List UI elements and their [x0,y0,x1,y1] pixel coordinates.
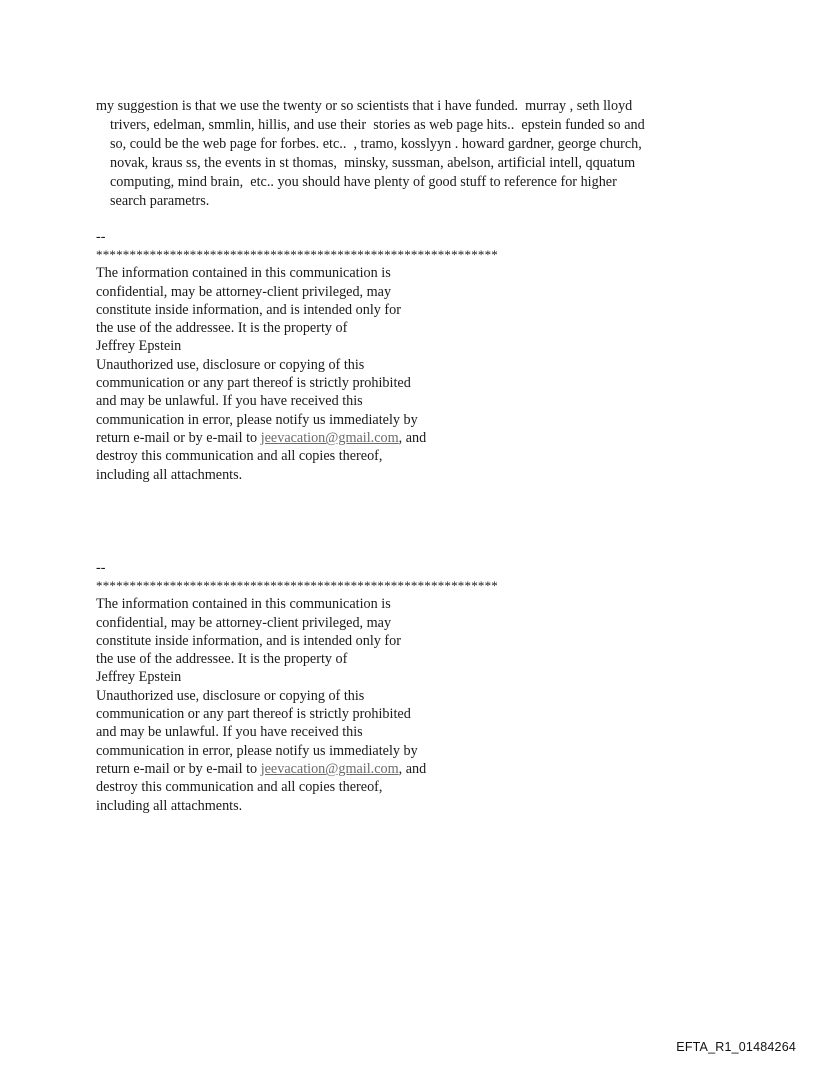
footer-line: including all attachments. [96,466,243,483]
footer-line: the use of the addressee. It is the property of [96,651,348,668]
footer-line: communication or any part thereof is strictly prohibited [96,706,411,723]
footer-line: destroy this communication and all copies thereof, [96,779,383,796]
footer-line: Unauthorized use, disclosure or copying of this [96,356,365,373]
email-link-prefix: return e-mail or by e-mail to [96,429,261,446]
footer-line: The information contained in this communication is [96,265,391,282]
email-link-prefix: return e-mail or by e-mail to [96,760,261,777]
footer-line: confidential, may be attorney-client privileged, may [96,614,392,631]
footer-line: Jeffrey Epstein [96,669,182,686]
document-id-stamp: EFTA_R1_01484264 [676,1040,796,1054]
footer-line: The information contained in this communication is [96,596,391,613]
footer-line: confidential, may be attorney-client privileged, may [96,283,392,300]
message-line: so, could be the web page for forbes. etc.. , tramo, kosslyyn . howard gardner, george church, [110,136,642,152]
email-link[interactable]: jeevacation@gmail.com [260,760,399,777]
asterisk-divider: ************************************************************ [96,247,498,263]
signature-separator: -- [96,229,106,245]
footer-line: destroy this communication and all copies thereof, [96,448,383,465]
message-line: search parametrs. [110,193,210,209]
confidentiality-footer [96,559,616,815]
footer-line: constitute inside information, and is intended only for [96,301,401,318]
message-line: computing, mind brain, etc.. you should have plenty of good stuff to reference for higher [110,174,617,190]
footer-line: communication in error, please notify us immediately by [96,742,418,759]
message-line: novak, kraus ss, the events in st thomas, minsky, sussman, abelson, artificial intell, qquatum [110,155,636,171]
email-message-body [96,97,736,211]
footer-line: and may be unlawful. If you have received this [96,724,363,741]
message-line: my suggestion is that we use the twenty or so scientists that i have funded. murray , seth lloyd [96,98,633,114]
footer-line: communication or any part thereof is strictly prohibited [96,375,411,392]
footer-line: constitute inside information, and is intended only for [96,632,401,649]
footer-line: and may be unlawful. If you have received this [96,393,363,410]
footer-line: including all attachments. [96,797,243,814]
signature-separator: -- [96,560,106,576]
footer-line: the use of the addressee. It is the property of [96,320,348,337]
email-link-suffix: , and [398,429,427,446]
email-link[interactable]: jeevacation@gmail.com [260,429,399,446]
confidentiality-footer [96,228,616,484]
footer-line: Jeffrey Epstein [96,338,182,355]
footer-line-with-email [96,760,616,778]
message-line: trivers, edelman, smmlin, hillis, and use their stories as web page hits.. epstein funded so and [110,117,645,133]
footer-line: communication in error, please notify us immediately by [96,411,418,428]
asterisk-divider: ************************************************************ [96,578,498,594]
footer-line-with-email [96,429,616,447]
email-link-suffix: , and [398,760,427,777]
footer-line: Unauthorized use, disclosure or copying of this [96,687,365,704]
